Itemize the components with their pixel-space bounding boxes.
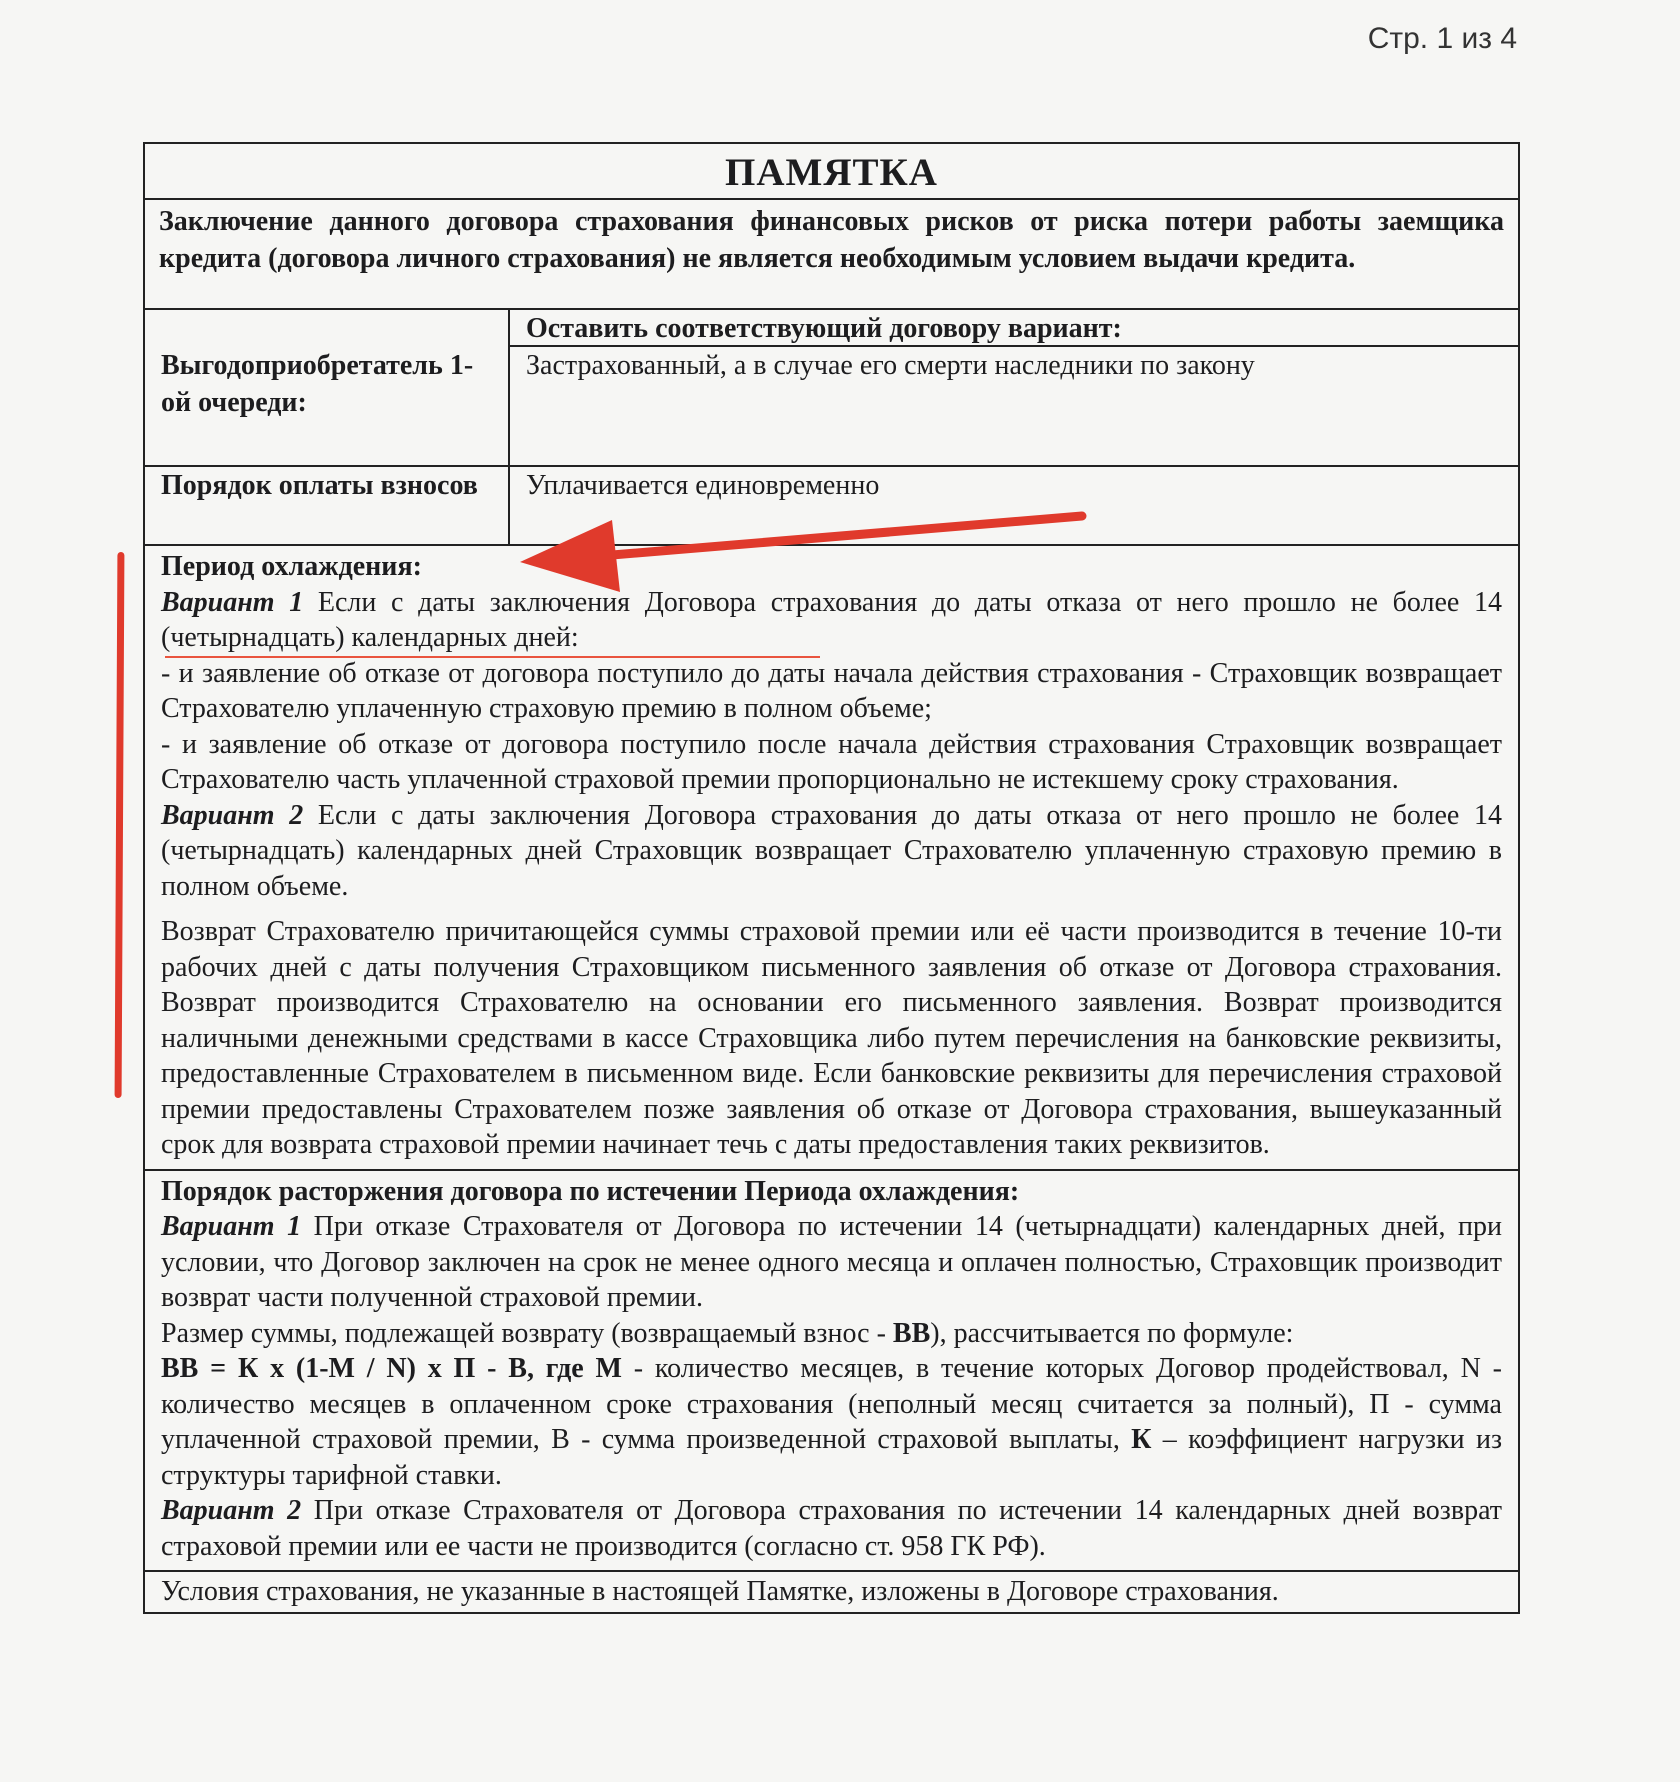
formula: ВВ = К х (1-М / N) х П - В, где М: [161, 1353, 622, 1384]
cooling-bullet-1: - и заявление об отказе от договора поступило до даты начала действия страхования - Страховщик возвращает Страхователю уплаченную страховую премию в полном объеме;: [161, 657, 1502, 724]
memo-footer: Условия страхования, не указанные в настоящей Памятке, изложены в Договоре страхования.: [161, 1576, 1279, 1607]
refund-paragraph: Возврат Страхователю причитающейся суммы страховой премии или её части производится в течение 10-ти рабочих дней с даты получения Страховщиком письменного заявления об отказе от Договора страхования. Возврат производится Страхователю на основании его письменного заявления. Возврат производится наличными денежными средствами в кассе Страховщика либо путем перечисления на банковские реквизиты, предоставленные Страхователем в письменном виде. Если банковские реквизиты для перечисления страховой премии предоставлены Страхователем позже заявления об отказе от Договора страхования, вышеуказанный срок для возврата страховой премии начинает течь с даты предоставления таких реквизитов.: [161, 916, 1502, 1160]
termination-variant-2: Вариант 2 При отказе Страхователя от Договора страхования по истечении 14 календарных дней возврат страховой премии или ее части не производится (согласно ст. 958 ГК РФ).: [161, 1495, 1503, 1562]
payment-label: Порядок оплаты взносов: [145, 467, 510, 544]
memo-intro: Заключение данного договора страхования финансовых рисков от риска потери работы заемщика кредита (договора личного страхования) не является необходимым условием выдачи кредита.: [145, 200, 1518, 310]
cooling-variant-2: Вариант 2 Если с даты заключения Договора страхования до даты отказа от него прошло не более 14 (четырнадцать) календарных дней Страховщик возвращает Страхователю уплаченную страховую премию в полном объеме.: [161, 799, 1502, 902]
cooling-heading: Период охлаждения:: [161, 551, 422, 582]
cooling-variant-1: Вариант 1 Если с даты заключения Договора страхования до даты отказа от него прошло не более 14 (четырнадцать) календарных дней:: [161, 586, 1502, 653]
termination-variant-1: Вариант 1 При отказе Страхователя от Договора по истечении 14 (четырнадцати) календарных дней, при условии, что Договор заключен на срок не менее одного месяца и оплачен полностью, Страховщик производит возврат части полученной страховой премии.: [161, 1211, 1503, 1313]
payment-value: Уплачивается единовременно: [526, 470, 880, 501]
page-number: Стр. 1 из 4: [1367, 22, 1517, 55]
memo-title: ПАМЯТКА: [145, 144, 1518, 200]
formula-paragraph: ВВ = К х (1-М / N) х П - В, где М - количество месяцев, в течение которых Договор продействовал, N - количество месяцев в оплаченном сроке страхования (неполный месяц считается за полный), П - сумма уплаченной страховой премии, В - сумма произведенной страховой выплаты, К – коэффициент нагрузки из структуры тарифной ставки.: [161, 1353, 1503, 1491]
termination-heading: Порядок расторжения договора по истечении Периода охлаждения:: [161, 1175, 1020, 1207]
cooling-bullet-2: - и заявление об отказе от договора поступило после начала действия страхования Страховщик возвращает Страхователю часть уплаченной страховой премии пропорционально не истекшему сроку страхования.: [161, 728, 1502, 795]
beneficiary-value: Застрахованный, а в случае его смерти наследники по закону: [526, 350, 1255, 381]
formula-intro: Размер суммы, подлежащей возврату (возвращаемый взнос - ВВ), рассчитывается по формуле:: [161, 1317, 1294, 1349]
options-header: Оставить соответствующий договору вариант:: [510, 310, 1518, 347]
beneficiary-label: Выгодоприобретатель 1-ой очереди:: [161, 350, 474, 418]
